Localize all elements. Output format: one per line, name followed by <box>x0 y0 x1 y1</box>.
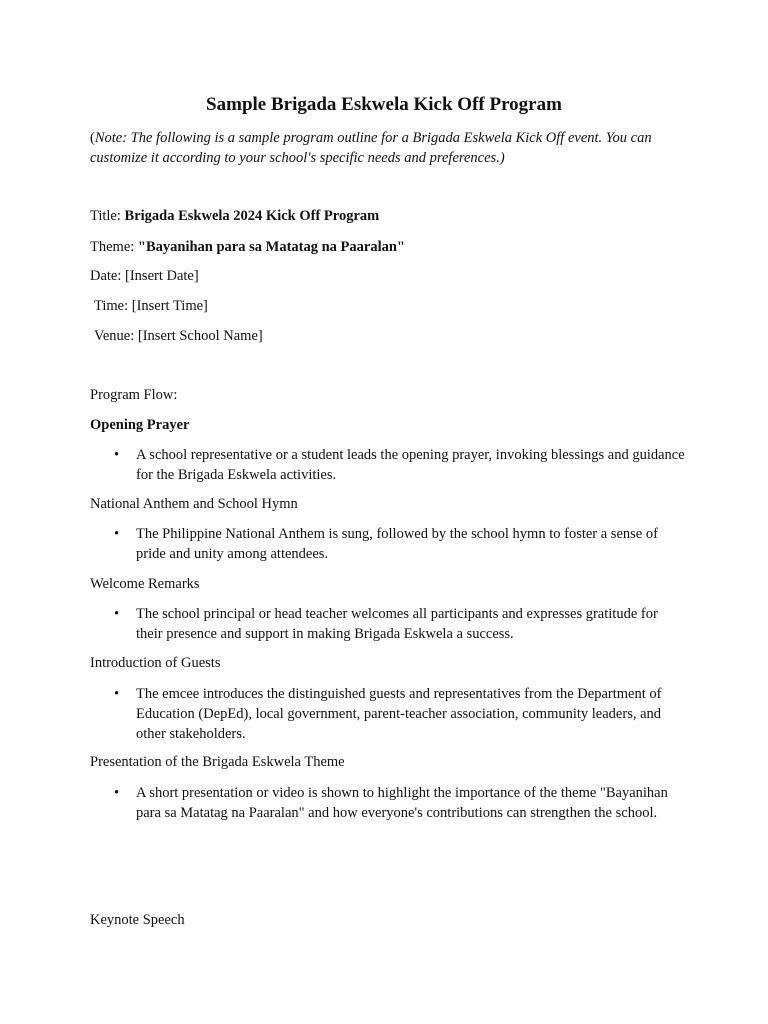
list-item-text: The school principal or head teacher welcomes all participants and expresses gratitude for their presence and support in making Brigada Eskwela a success. <box>136 606 658 642</box>
section-heading-keynote-speech: Keynote Speech <box>90 912 185 928</box>
section-heading-theme-presentation: Presentation of the Brigada Eskwela Theme <box>90 754 345 770</box>
section-heading-welcome-remarks: Welcome Remarks <box>90 576 200 592</box>
bullet-icon: • <box>114 447 120 463</box>
program-flow-label: Program Flow: <box>90 387 178 403</box>
info-time: Time: [Insert Time] <box>94 298 208 314</box>
info-theme-value: "Bayanihan para sa Matatag na Paaralan" <box>137 239 405 255</box>
info-date: Date: [Insert Date] <box>90 268 199 284</box>
bullet-icon: • <box>114 606 120 622</box>
list-item-text: A school representative or a student leads the opening prayer, invoking blessings and guidance for the Brigada Eskwela activities. <box>136 447 685 483</box>
bullet-icon: • <box>114 526 120 542</box>
info-theme <box>90 237 405 257</box>
info-theme-label: Theme: <box>90 239 138 255</box>
section-heading-anthem-hymn: National Anthem and School Hymn <box>90 496 298 512</box>
note-text: Note: The following is a sample program outline for a Brigada Eskwela Kick Off event. You can customize it according to your school's specific needs and preferences.) <box>90 130 652 166</box>
document-title: Sample Brigada Eskwela Kick Off Program <box>206 94 562 115</box>
info-title <box>90 206 379 226</box>
list-item-text: The emcee introduces the distinguished guests and representatives from the Department of Education (DepEd), local government, parent-teacher association, community leaders, and other stakeholders. <box>136 686 662 742</box>
section-heading-opening-prayer: Opening Prayer <box>90 417 190 433</box>
editor-note <box>90 128 690 168</box>
bullet-icon: • <box>114 686 120 702</box>
note-open-paren: ( <box>90 130 95 146</box>
info-title-value: Brigada Eskwela 2024 Kick Off Program <box>124 208 380 224</box>
list-item-text: A short presentation or video is shown to highlight the importance of the theme "Bayanihan para sa Matatag na Paaralan" and how everyone's contributions can strengthen the school. <box>136 785 668 821</box>
info-venue: Venue: [Insert School Name] <box>94 328 263 344</box>
section-heading-introduction-guests: Introduction of Guests <box>90 655 221 671</box>
bullet-icon: • <box>114 785 120 801</box>
info-title-label: Title: <box>90 208 125 224</box>
list-item-text: The Philippine National Anthem is sung, followed by the school hymn to foster a sense of pride and unity among attendees. <box>136 526 658 562</box>
